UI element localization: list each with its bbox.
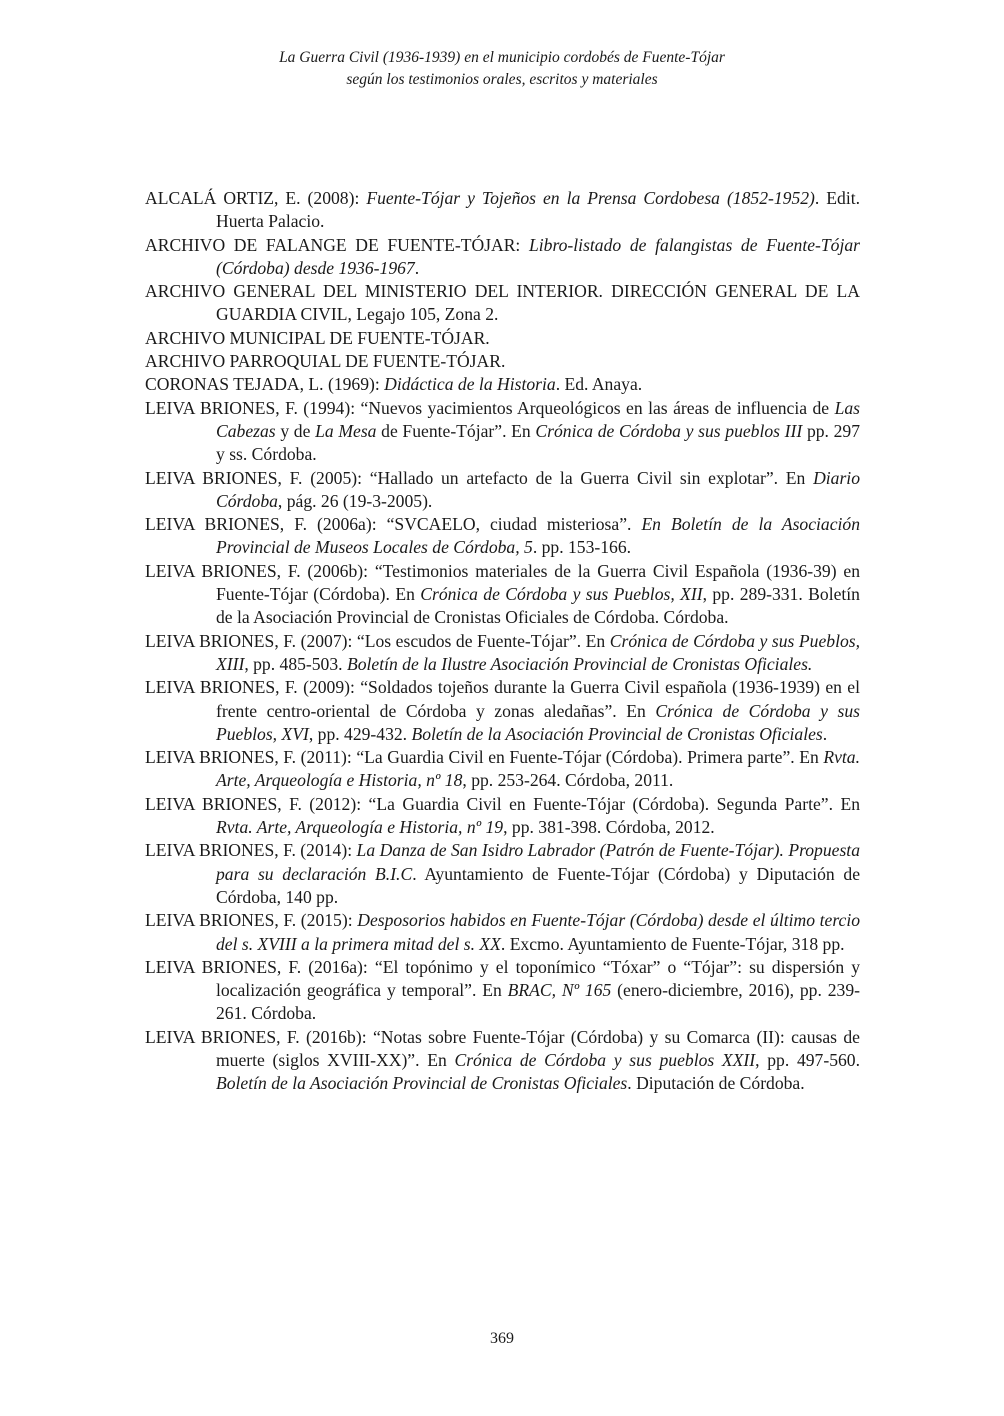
entry-text: LEIVA BRIONES, F. (2016a): “El topónimo y el toponímico “Tóxar” o “Tójar”: su dispersión y localización geográfica y temporal”. En <box>145 956 860 1001</box>
entry-text: LEIVA BRIONES, F. (2006b): “Testimonios materiales de la Guerra Civil Española (1936-39) en Fuente-Tójar (Córdoba). En <box>145 560 860 605</box>
entry-text: LEIVA BRIONES, F. (2015): <box>145 910 358 931</box>
entry-text: LEIVA BRIONES, F. (2009): “Soldados tojeños durante la Guerra Civil española (1936-1939) en el frente centro-oriental de Córdoba y zonas aledañas”. En <box>145 677 860 721</box>
entry-text: , pp. 381-398. Córdoba, 2012. <box>503 817 715 838</box>
entry-text: , pp. 429-432. <box>308 723 412 744</box>
entry-title-italic: Rvta. Arte, Arqueología e Historia, nº 18 <box>216 747 860 791</box>
entry-title-italic: Fuente-Tójar y Tojeños en la Prensa Cordobesa (1852-1952) <box>366 188 815 208</box>
entry-text: ARCHIVO MUNICIPAL DE FUENTE-TÓJAR. <box>145 327 490 348</box>
entry-text: de Fuente-Tójar”. En <box>376 420 536 441</box>
entry-text: y de <box>275 420 316 441</box>
entry-text: pp. 297 y ss. Córdoba. <box>216 420 861 465</box>
entry-text: , pp. 253-264. Córdoba, 2011. <box>462 770 674 791</box>
entry-text: . pp. 153-166. <box>532 537 632 558</box>
entry-text: . Excmo. Ayuntamiento de Fuente-Tójar, 318 pp. <box>500 933 845 954</box>
entry-text: , pp. 289-331. Boletín de la Asociación Provincial de Cronistas Oficiales de Córdoba. Córdoba. <box>216 584 860 628</box>
bibliography-entry <box>145 513 860 560</box>
entry-title-italic: Crónica de Córdoba y sus Pueblos, XII <box>420 584 703 605</box>
entry-title-italic: Boletín de la Asociación Provincial de Cronistas Oficiales <box>216 1073 628 1094</box>
bibliography-entry <box>145 350 860 373</box>
running-header <box>0 47 1004 91</box>
entry-text: LEIVA BRIONES, F. (2012): “La Guardia Civil en Fuente-Tójar (Córdoba). Segunda Parte”. En <box>145 793 860 814</box>
entry-text: ARCHIVO PARROQUIAL DE FUENTE-TÓJAR. <box>145 351 506 372</box>
entry-text: LEIVA BRIONES, F. (2007): “Los escudos de Fuente-Tójar”. En <box>145 630 610 651</box>
entry-text: LEIVA BRIONES, F. (2011): “La Guardia Civil en Fuente-Tójar (Córdoba). Primera parte”. En <box>145 747 824 768</box>
entry-title-italic: Libro-listado de falangistas de Fuente-Tójar (Córdoba) desde 1936-1967 <box>216 234 860 278</box>
bibliography-entry <box>145 909 860 956</box>
bibliography-entry <box>145 234 860 281</box>
entry-text: . Diputación de Córdoba. <box>627 1073 805 1094</box>
header-line-2: según los testimonios orales, escritos y materiales <box>346 71 658 88</box>
entry-title-italic: Crónica de Córdoba y sus Pueblos, XVI <box>216 700 860 744</box>
bibliography-entry <box>145 560 860 630</box>
entry-title-italic: Crónica de Córdoba y sus pueblos XXII <box>454 1049 756 1070</box>
entry-text: ARCHIVO DE FALANGE DE FUENTE-TÓJAR: <box>145 234 529 255</box>
entry-title-italic: Desposorios habidos en Fuente-Tójar (Córdoba) desde el último tercio del s. XVIII a la primera mitad del s. XX <box>216 910 861 954</box>
page-number: 369 <box>490 1330 514 1347</box>
entry-text: . Ed. Anaya. <box>555 374 643 395</box>
bibliography-entry <box>145 793 860 840</box>
bibliography-entry <box>145 397 860 467</box>
entry-title-italic: Rvta. Arte, Arqueología e Historia, nº 19 <box>216 817 504 838</box>
bibliography-entry <box>145 839 860 909</box>
entry-text: LEIVA BRIONES, F. (2005): “Hallado un artefacto de la Guerra Civil sin explotar”. En <box>145 467 814 488</box>
bibliography-entry <box>145 280 860 327</box>
bibliography-entry <box>145 676 860 746</box>
entry-text: LEIVA BRIONES, F. (2016b): “Notas sobre Fuente-Tójar (Córdoba) y su Comarca (II): causas de muerte (siglos XVIII-XX)”. En <box>145 1026 860 1070</box>
entry-text: , pág. 26 (19-3-2005). <box>277 490 433 511</box>
entry-title-italic: Crónica de Córdoba y sus pueblos III <box>535 420 803 441</box>
entry-text: . Edit. Huerta Palacio. <box>216 188 860 232</box>
entry-text: , pp. 485-503. <box>244 653 347 674</box>
header-line-1: La Guerra Civil (1936-1939) en el municipio cordobés de Fuente-Tójar <box>279 49 725 66</box>
bibliography-entry <box>145 467 860 514</box>
bibliography-entry <box>145 630 860 677</box>
entry-text: ALCALÁ ORTIZ, E. (2008): <box>145 188 367 208</box>
bibliography-entry <box>145 1026 860 1096</box>
entry-title-italic: Boletín de la Ilustre Asociación Provincial de Cronistas Oficiales. <box>346 653 813 674</box>
entry-text: . <box>414 257 420 278</box>
bibliography-entry <box>145 373 860 396</box>
entry-text: ARCHIVO GENERAL DEL MINISTERIO DEL INTERIOR. DIRECCIÓN GENERAL DE LA GUARDIA CIVIL, Legajo 105, Zona 2. <box>145 281 860 325</box>
bibliography-entry <box>145 746 860 793</box>
entry-text: (enero-diciembre, 2016), pp. 239-261. Córdoba. <box>216 980 860 1024</box>
bibliography-list <box>145 187 860 1096</box>
entry-text: , pp. 497-560. <box>755 1049 860 1070</box>
entry-text: LEIVA BRIONES, F. (2014): <box>145 840 357 861</box>
entry-text: LEIVA BRIONES, F. (1994): “Nuevos yacimientos Arqueológicos en las áreas de influencia de <box>145 397 835 418</box>
entry-text: . Ayuntamiento de Fuente-Tójar (Córdoba) y Diputación de Córdoba, 140 pp. <box>216 863 861 907</box>
bibliography-entry <box>145 187 860 234</box>
entry-title-italic: Las Cabezas <box>216 397 860 441</box>
entry-title-italic: La Danza de San Isidro Labrador (Patrón de Fuente-Tójar). Propuesta para su declaración B.I.C <box>216 840 860 884</box>
entry-title-italic: BRAC, Nº 165 <box>507 980 612 1001</box>
entry-text: . <box>822 723 828 744</box>
bibliography-entry <box>145 327 860 350</box>
entry-text: CORONAS TEJADA, L. (1969): <box>145 374 385 395</box>
entry-title-italic: En Boletín de la Asociación Provincial de Museos Locales de Córdoba, 5 <box>216 514 860 558</box>
entry-text: LEIVA BRIONES, F. (2006a): “SVCAELO, ciudad misteriosa”. <box>145 514 642 535</box>
entry-title-italic: Boletín de la Asociación Provincial de Cronistas Oficiales <box>411 723 823 744</box>
entry-title-italic: La Mesa <box>315 420 377 441</box>
entry-title-italic: Crónica de Córdoba y sus Pueblos, XIII <box>216 630 861 674</box>
entry-title-italic: Didáctica de la Historia <box>384 374 556 395</box>
entry-title-italic: Diario Córdoba <box>216 467 860 511</box>
bibliography-entry <box>145 956 860 1026</box>
